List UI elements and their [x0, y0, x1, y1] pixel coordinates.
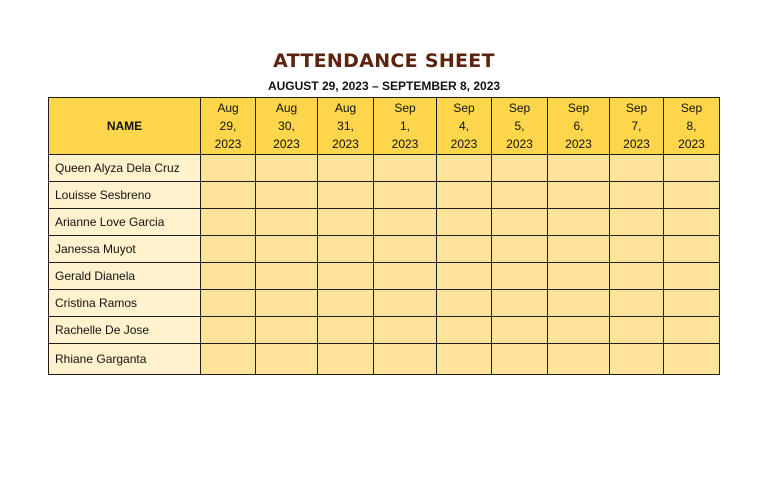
date-column-header — [664, 98, 720, 155]
attendance-cell[interactable] — [548, 290, 610, 317]
attendance-cell[interactable] — [664, 263, 720, 290]
attendance-cell[interactable] — [318, 155, 374, 182]
date-day: 4, — [458, 119, 469, 133]
header-row — [49, 98, 720, 155]
attendance-cell[interactable] — [256, 317, 318, 344]
attendance-cell[interactable] — [374, 155, 437, 182]
date-year: 2023 — [565, 137, 592, 151]
date-column-header — [610, 98, 664, 155]
table-row — [49, 209, 720, 236]
attendance-cell[interactable] — [374, 209, 437, 236]
attendance-cell[interactable] — [492, 155, 548, 182]
attendance-cell[interactable] — [256, 236, 318, 263]
attendance-cell[interactable] — [201, 236, 256, 263]
table-row — [49, 263, 720, 290]
attendance-cell[interactable] — [492, 209, 548, 236]
attendance-cell[interactable] — [664, 155, 720, 182]
attendance-cell[interactable] — [318, 182, 374, 209]
attendance-cell[interactable] — [610, 317, 664, 344]
attendance-cell[interactable] — [374, 290, 437, 317]
date-month: Sep — [508, 101, 531, 115]
attendance-cell[interactable] — [201, 155, 256, 182]
attendance-cell[interactable] — [437, 209, 492, 236]
attendance-cell[interactable] — [318, 344, 374, 375]
attendance-cell[interactable] — [664, 317, 720, 344]
attendance-cell[interactable] — [201, 182, 256, 209]
attendance-cell[interactable] — [437, 344, 492, 375]
attendance-table — [48, 97, 720, 375]
attendance-cell[interactable] — [256, 209, 318, 236]
attendance-cell[interactable] — [610, 344, 664, 375]
attendance-cell[interactable] — [374, 236, 437, 263]
attendance-cell[interactable] — [492, 290, 548, 317]
student-name-cell[interactable]: Queen Alyza Dela Cruz — [49, 155, 201, 182]
attendance-cell[interactable] — [318, 236, 374, 263]
attendance-cell[interactable] — [437, 317, 492, 344]
attendance-cell[interactable] — [201, 290, 256, 317]
date-column-header — [548, 98, 610, 155]
date-month: Sep — [453, 101, 475, 115]
date-column-header — [256, 98, 318, 155]
date-year: 2023 — [273, 137, 300, 151]
attendance-cell[interactable] — [492, 182, 548, 209]
attendance-cell[interactable] — [201, 263, 256, 290]
date-year: 2023 — [506, 137, 533, 151]
attendance-cell[interactable] — [492, 317, 548, 344]
student-name-cell[interactable]: Rhiane Garganta — [49, 344, 201, 375]
attendance-cell[interactable] — [256, 182, 318, 209]
date-range-subtitle: AUGUST 29, 2023 – SEPTEMBER 8, 2023 — [267, 79, 501, 93]
table-row — [49, 236, 720, 263]
attendance-cell[interactable] — [664, 209, 720, 236]
attendance-cell[interactable] — [548, 263, 610, 290]
date-day: 1, — [399, 119, 410, 133]
attendance-cell[interactable] — [548, 236, 610, 263]
attendance-cell[interactable] — [201, 344, 256, 375]
attendance-cell[interactable] — [610, 209, 664, 236]
date-month: Aug — [217, 101, 239, 115]
attendance-cell[interactable] — [548, 209, 610, 236]
student-name-cell[interactable]: Cristina Ramos — [49, 290, 201, 317]
attendance-cell[interactable] — [664, 290, 720, 317]
attendance-cell[interactable] — [437, 182, 492, 209]
student-name-cell[interactable]: Rachelle De Jose — [49, 317, 201, 344]
attendance-cell[interactable] — [610, 263, 664, 290]
attendance-cell[interactable] — [256, 344, 318, 375]
date-month: Sep — [567, 101, 590, 115]
date-day: 30, — [278, 119, 295, 133]
attendance-cell[interactable] — [610, 236, 664, 263]
attendance-cell[interactable] — [492, 344, 548, 375]
table-row — [49, 155, 720, 182]
date-column-header — [318, 98, 374, 155]
date-day: 5, — [514, 119, 525, 133]
attendance-cell[interactable] — [256, 155, 318, 182]
attendance-cell[interactable] — [318, 290, 374, 317]
date-day: 7, — [631, 119, 642, 133]
date-day: 29, — [219, 119, 237, 133]
attendance-cell[interactable] — [374, 263, 437, 290]
sheet-title: ATTENDANCE SHEET — [273, 50, 495, 72]
table-row — [49, 344, 720, 375]
attendance-cell[interactable] — [492, 263, 548, 290]
name-column-header: NAME — [49, 98, 201, 155]
date-column-header — [374, 98, 437, 155]
date-year: 2023 — [450, 137, 478, 151]
attendance-cell[interactable] — [201, 209, 256, 236]
attendance-cell[interactable] — [201, 317, 256, 344]
attendance-cell[interactable] — [610, 182, 664, 209]
attendance-cell[interactable] — [610, 290, 664, 317]
date-month: Sep — [394, 101, 416, 115]
attendance-cell[interactable] — [256, 263, 318, 290]
attendance-cell[interactable] — [610, 155, 664, 182]
date-month: Aug — [334, 101, 357, 115]
date-column-header — [201, 98, 256, 155]
attendance-cell[interactable] — [318, 209, 374, 236]
date-year: 2023 — [332, 137, 359, 151]
attendance-cell[interactable] — [374, 182, 437, 209]
date-year: 2023 — [623, 137, 650, 151]
date-year: 2023 — [391, 137, 419, 151]
student-name-cell[interactable]: Gerald Dianela — [49, 263, 201, 290]
attendance-cell[interactable] — [374, 317, 437, 344]
attendance-cell[interactable] — [548, 155, 610, 182]
attendance-cell[interactable] — [664, 236, 720, 263]
table-row — [49, 290, 720, 317]
table-row — [49, 317, 720, 344]
attendance-cell[interactable] — [437, 155, 492, 182]
date-year: 2023 — [214, 137, 242, 151]
attendance-cell[interactable] — [437, 290, 492, 317]
date-month: Aug — [275, 101, 298, 115]
date-column-header — [492, 98, 548, 155]
attendance-cell[interactable] — [374, 344, 437, 375]
date-column-header — [437, 98, 492, 155]
date-day: 6, — [573, 119, 584, 133]
attendance-cell[interactable] — [437, 236, 492, 263]
attendance-cell[interactable] — [664, 182, 720, 209]
date-day: 31, — [337, 119, 354, 133]
attendance-cell[interactable] — [664, 344, 720, 375]
date-day: 8, — [686, 119, 697, 133]
student-name-cell[interactable]: Louisse Sesbreno — [49, 182, 201, 209]
attendance-cell[interactable] — [548, 182, 610, 209]
table-row — [49, 182, 720, 209]
attendance-cell[interactable] — [318, 263, 374, 290]
date-month: Sep — [625, 101, 648, 115]
attendance-cell[interactable] — [492, 236, 548, 263]
attendance-cell[interactable] — [548, 317, 610, 344]
student-name-cell[interactable]: Arianne Love Garcia — [49, 209, 201, 236]
date-year: 2023 — [678, 137, 705, 151]
attendance-cell[interactable] — [437, 263, 492, 290]
attendance-cell[interactable] — [318, 317, 374, 344]
attendance-cell[interactable] — [256, 290, 318, 317]
date-month: Sep — [680, 101, 703, 115]
attendance-cell[interactable] — [548, 344, 610, 375]
student-name-cell[interactable]: Janessa Muyot — [49, 236, 201, 263]
